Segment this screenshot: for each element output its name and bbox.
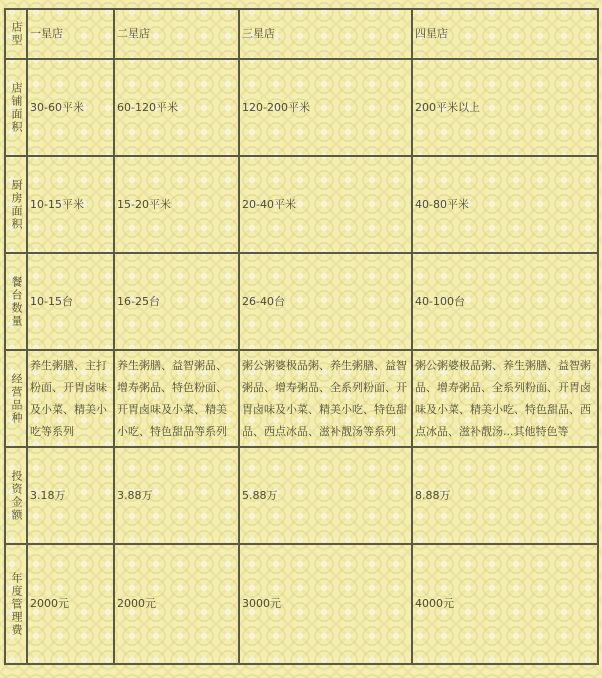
row-kitchen-area xyxy=(5,156,598,253)
cell-one-star-menu-items: 养生粥膳、主打粉面、开胃卤味及小菜、精美小吃等系列 xyxy=(27,350,114,447)
cell-two-star-investment: 3.88万 xyxy=(114,447,239,544)
row-header-label: 投资金额 xyxy=(10,469,23,522)
cell-two-star-kitchen-area: 15-20平米 xyxy=(114,156,239,253)
cell-one-star-type: 一星店 xyxy=(27,9,114,59)
cell-four-star-table-count: 40-100台 xyxy=(412,253,598,350)
row-header-label: 厨房面积 xyxy=(10,178,23,231)
cell-two-star-store-area: 60-120平米 xyxy=(114,59,239,156)
row-header-store-area xyxy=(5,59,27,156)
cell-three-star-menu-items: 粥公粥婆极品粥、养生粥膳、益智粥品、增寿粥品、全系列粉面、开胃卤味及小菜、精美小吃、特色甜品、西点冰品、滋补靓汤等系列 xyxy=(239,350,412,447)
row-store-type xyxy=(5,9,598,59)
cell-three-star-table-count: 26-40台 xyxy=(239,253,412,350)
row-table-count xyxy=(5,253,598,350)
cell-three-star-annual-fee: 3000元 xyxy=(239,544,412,664)
cell-two-star-type: 二星店 xyxy=(114,9,239,59)
cell-four-star-type: 四星店 xyxy=(412,9,598,59)
cell-one-star-table-count: 10-15台 xyxy=(27,253,114,350)
row-header-menu-items xyxy=(5,350,27,447)
cell-three-star-investment: 5.88万 xyxy=(239,447,412,544)
cell-two-star-table-count: 16-25台 xyxy=(114,253,239,350)
cell-one-star-kitchen-area: 10-15平米 xyxy=(27,156,114,253)
cell-four-star-investment: 8.88万 xyxy=(412,447,598,544)
cell-two-star-menu-items: 养生粥膳、益智粥品、增寿粥品、特色粉面、开胃卤味及小菜、精美小吃、特色甜品等系列 xyxy=(114,350,239,447)
row-header-label: 年度管理费 xyxy=(10,571,23,637)
cell-four-star-kitchen-area: 40-80平米 xyxy=(412,156,598,253)
row-annual-fee xyxy=(5,544,598,664)
cell-three-star-store-area: 120-200平米 xyxy=(239,59,412,156)
cell-one-star-investment: 3.18万 xyxy=(27,447,114,544)
cell-one-star-annual-fee: 2000元 xyxy=(27,544,114,664)
row-store-area xyxy=(5,59,598,156)
row-header-kitchen-area xyxy=(5,156,27,253)
cell-four-star-menu-items: 粥公粥婆极品粥、养生粥膳、益智粥品、增寿粥品、全系列粉面、开胃卤味及小菜、精美小吃、特色甜品、西点冰品、滋补靓汤...其他特色等 xyxy=(412,350,598,447)
row-header-investment xyxy=(5,447,27,544)
cell-three-star-type: 三星店 xyxy=(239,9,412,59)
cell-four-star-annual-fee: 4000元 xyxy=(412,544,598,664)
row-header-store-type xyxy=(5,9,27,59)
row-header-label: 餐台数量 xyxy=(10,275,23,328)
row-investment xyxy=(5,447,598,544)
row-header-label: 经营品种 xyxy=(10,372,23,425)
cell-three-star-kitchen-area: 20-40平米 xyxy=(239,156,412,253)
cell-two-star-annual-fee: 2000元 xyxy=(114,544,239,664)
cell-one-star-store-area: 30-60平米 xyxy=(27,59,114,156)
row-header-annual-fee xyxy=(5,544,27,664)
row-header-label: 店铺面积 xyxy=(10,81,23,134)
row-menu-items xyxy=(5,350,598,447)
row-header-label: 店型 xyxy=(10,21,23,47)
cell-four-star-store-area: 200平米以上 xyxy=(412,59,598,156)
store-type-table xyxy=(4,8,599,665)
row-header-table-count xyxy=(5,253,27,350)
